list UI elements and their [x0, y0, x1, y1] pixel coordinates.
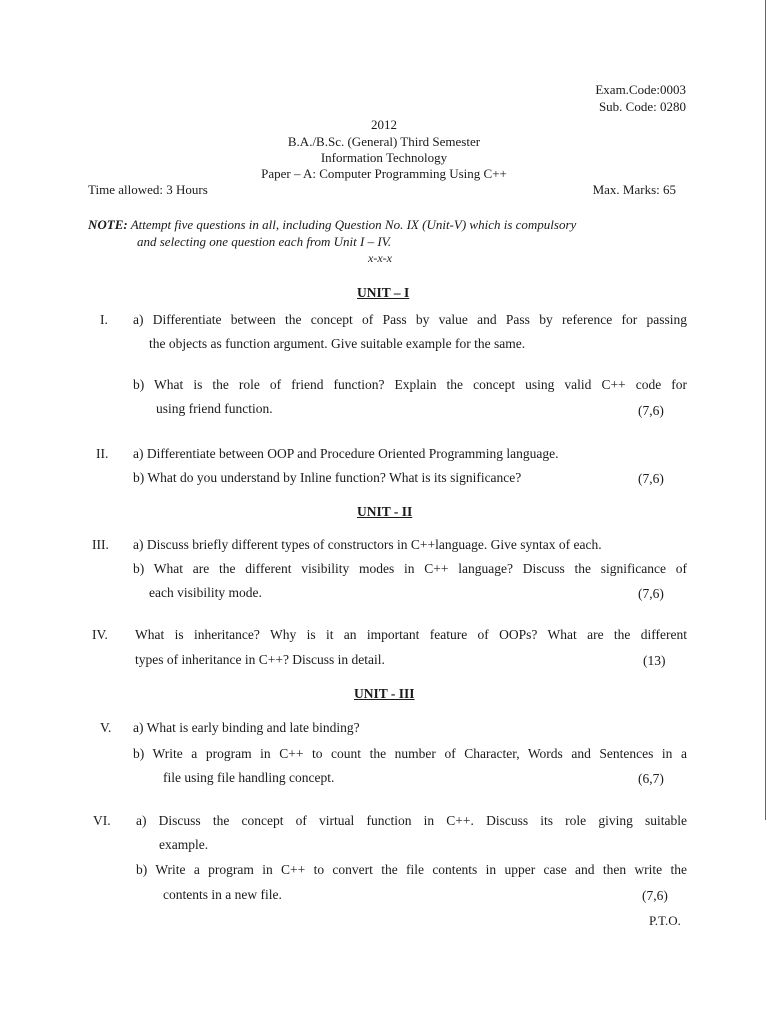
q6-marks: (7,6): [642, 888, 668, 903]
q5-part-a: a) What is early binding and late binding?: [133, 720, 360, 735]
q6-part-b-line-2: contents in a new file.: [163, 887, 282, 902]
q5-number: V.: [100, 720, 112, 735]
q2-marks: (7,6): [638, 471, 664, 486]
q6-number: VI.: [93, 813, 111, 828]
q4-line-1: What is inheritance? Why is it an important feature of OOPs? What are the different: [135, 627, 687, 642]
q3-part-a: a) Discuss briefly different types of constructors in C++language. Give syntax of each.: [133, 537, 602, 552]
q5-part-b-line-1: b) Write a program in C++ to count the number of Character, Words and Sentences in a: [133, 746, 687, 761]
q1-marks: (7,6): [638, 403, 664, 418]
q6-part-a-line-1: a) Discuss the concept of virtual function in C++. Discuss its role giving suitable: [136, 813, 687, 828]
q3-part-b-line-2: each visibility mode.: [149, 585, 262, 600]
sub-code: Sub. Code: 0280: [598, 99, 686, 114]
q4-marks: (13): [643, 653, 666, 668]
separator: x-x-x: [368, 251, 392, 265]
paper-title: Paper – A: Computer Programming Using C++: [261, 166, 507, 181]
q3-number: III.: [92, 537, 109, 552]
note: [88, 217, 576, 233]
exam-code: Exam.Code:0003: [595, 82, 686, 97]
course-title: B.A./B.Sc. (General) Third Semester: [287, 134, 481, 149]
q3-part-b-line-1: b) What are the different visibility modes in C++ language? Discuss the significance of: [133, 561, 687, 576]
note-line-2: and selecting one question each from Unit I – IV.: [137, 234, 392, 249]
time-allowed: Time allowed: 3 Hours: [88, 182, 208, 197]
subject-title: Information Technology: [320, 150, 448, 165]
q1-part-b-line-2: using friend function.: [156, 401, 273, 416]
q2-part-b: b) What do you understand by Inline function? What is its significance?: [133, 470, 522, 485]
unit-1-heading: UNIT – I: [357, 285, 410, 300]
note-label: NOTE:: [88, 217, 128, 232]
q5-part-b-line-2: file using file handling concept.: [163, 770, 335, 785]
q2-number: II.: [96, 446, 109, 461]
pto-label: P.T.O.: [649, 913, 681, 928]
q4-line-2: types of inheritance in C++? Discuss in detail.: [135, 652, 385, 667]
unit-3-heading: UNIT - III: [354, 686, 415, 701]
q3-marks: (7,6): [638, 586, 664, 601]
q2-part-a: a) Differentiate between OOP and Procedure Oriented Programming language.: [133, 446, 559, 461]
q5-marks: (6,7): [638, 771, 664, 786]
unit-2-heading: UNIT - II: [357, 504, 413, 519]
q4-number: IV.: [92, 627, 108, 642]
q6-part-a-line-2: example.: [159, 837, 209, 852]
q1-number: I.: [100, 312, 108, 327]
q6-part-b-line-1: b) Write a program in C++ to convert the file contents in upper case and then write the: [136, 862, 687, 877]
q1-part-a-line-2: the objects as function argument. Give suitable example for the same.: [149, 336, 526, 351]
q1-part-a-line-1: a) Differentiate between the concept of Pass by value and Pass by reference for passing: [133, 312, 687, 327]
max-marks: Max. Marks: 65: [592, 182, 676, 197]
note-line-1: Attempt five questions in all, including Question No. IX (Unit-V) which is compulsory: [130, 217, 577, 232]
exam-year: 2012: [371, 117, 397, 132]
q1-part-b-line-1: b) What is the role of friend function? Explain the concept using valid C++ code for: [133, 377, 687, 392]
